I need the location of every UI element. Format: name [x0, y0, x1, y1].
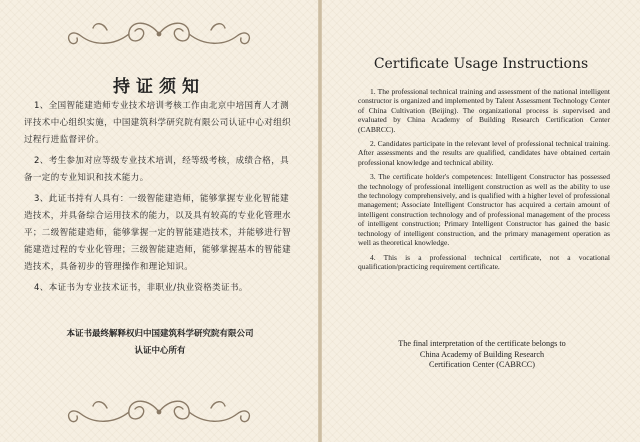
interpretation-line: 认证中心所有	[134, 346, 186, 356]
instruction-item: 3. The certificate holder's competences: Intelligent Constructor has possessed the technology of professional intelligent construction as well as the ability to use the technology comprehensively, and is qualified with a higher level of professional management; Associate Intelligent Constructor has acquired a certain amount of intelligent construction technology and of professional management of the process of intelligent construction; Primary Intelligent Constructor has gained the basic technology of intelligent construction, and the primary management operation as well as theoretical knowledge.	[358, 172, 610, 248]
page-title: Certificate Usage Instructions	[373, 56, 589, 72]
left-page	[0, 0, 318, 442]
page-title: 持证须知	[113, 77, 205, 97]
interpretation-note	[342, 339, 622, 371]
instruction-item: 2. Candidates participate in the relevant level of professional technical training. After assessments and the results are qualified, candidates have obtained certain professional knowledge and technical ability.	[358, 139, 610, 167]
instruction-item: 4. This is a professional technical certificate, not a vocational qualification/practicing requirement certificate.	[358, 252, 610, 271]
interpretation-note	[20, 326, 300, 360]
right-page	[322, 0, 640, 442]
interpretation-line: The final interpretation of the certificate belongs to	[398, 339, 566, 348]
instruction-item: 1、全国智能建造师专业技术培训考核工作由北京中培国育人才测评技术中心组织实施，中国建筑科学研究院有限公司认证中心对组织过程行进监督评价。	[24, 101, 292, 145]
instruction-item: 4、本证书为专业技术证书，非职业/执业资格类证书。	[34, 283, 248, 293]
instructions-list	[24, 98, 296, 301]
scroll-ornament-icon	[59, 16, 259, 52]
instruction-item: 2、考生参加对应等级专业技术培训，经等级考核，成绩合格，具备一定的专业知识和技术能力。	[24, 156, 290, 183]
instruction-item: 1. The professional technical training and assessment of the national intelligent constructor is organized and implemented by Talent Assessment Technology Center of China Cultivation (Beijing). The organizational process is supervised and evaluated by China Academy of Building Research Certification Center (CABRCC).	[358, 87, 610, 134]
scroll-ornament-icon	[59, 394, 259, 430]
instructions-list	[358, 87, 610, 276]
interpretation-line: 本证书最终解释权归中国建筑科学研究院有限公司	[66, 329, 254, 339]
interpretation-line: Certification Center (CABRCC)	[429, 360, 535, 369]
interpretation-line: China Academy of Building Research	[419, 349, 545, 359]
instruction-item: 3、此证书持有人具有：一级智能建造师，能够掌握专业化智能建造技术，并具备综合运用技术的能力，以及具有较高的专业化管理水平；二级智能建造师，能够掌握一定的智能建造技术，并能够进行智能建造过程的专业化管理；三级智能建造师，能够掌握基本的智能建造技术，具备初步的管理操作和理论知识。	[24, 194, 292, 272]
